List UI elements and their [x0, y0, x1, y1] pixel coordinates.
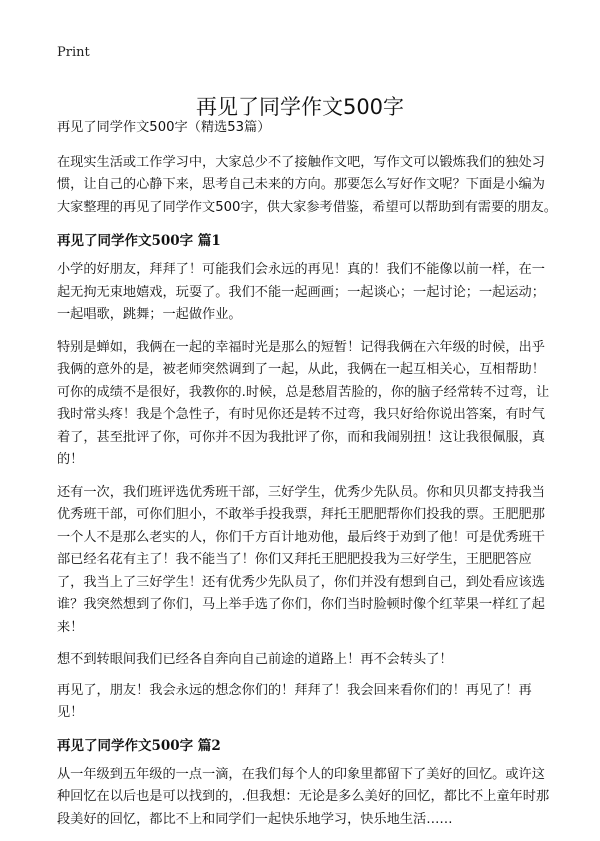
- article-section-1: [57, 230, 557, 725]
- article-body: [57, 117, 557, 841]
- article-subtitle: 再见了同学作文500字（精选53篇）: [57, 120, 271, 135]
- print-label[interactable]: Print: [57, 45, 90, 60]
- section-heading-2: 再见了同学作文500字 篇2: [57, 737, 221, 754]
- section-heading-1: 再见了同学作文500字 篇1: [57, 233, 221, 249]
- section-2-paragraph-1: 从一年级到五年级的一点一滴，在我们每个人的印象里都留下了美好的回忆。或许这种回忆在以后也是可以找到的，.但我想：无论是多么美好的回忆，都比不上童年时那段美好的回忆，都比不上和同学们一起快乐地学习，快乐地生活……: [57, 766, 550, 827]
- section-1-paragraph-1: 小学的好朋友，拜拜了！可能我们会永远的再见！真的！我们不能像以前一样，在一起无拘无束地嬉戏，玩耍了。我们不能一起画画；一起谈心；一起讨论；一起运动；一起唱歌，跳舞；一起做作业。: [57, 262, 545, 322]
- intro-paragraph: 在现实生活或工作学习中，大家总少不了接触作文吧，写作文可以锻炼我们的独处习惯，让自己的心静下来，思考自己未来的方向。那要怎么写好作文呢？下面是小编为大家整理的再见了同学作文500字，供大家参考借鉴，希望可以帮助到有需要的朋友。: [57, 154, 557, 215]
- section-1-paragraph-2: 特别是蝉如，我俩在一起的幸福时光是那么的短暂！记得我俩在六年级的时候，出乎我俩的意外的是，被老师突然调到了一起，从此，我俩在一起互相关心，互相帮助！可你的成绩不是很好，我教你的.时候，总是愁眉苦脸的，你的脑子经常转不过弯，让我时常头疼！我是个急性子，有时见你还是转不过弯，我只好给你说出答案，有时气着了，甚至批评了你，可你并不因为我批评了你，而和我闹别扭！这让我很佩服，真的！: [57, 339, 550, 467]
- section-1-paragraph-5: 再见了，朋友！我会永远的想念你们的！拜拜了！我会回来看你们的！再见了！再见！: [57, 682, 532, 720]
- page-title: 再见了同学作文500字: [195, 95, 405, 120]
- section-1-paragraph-3: 还有一次，我们班评选优秀班干部，三好学生，优秀少先队员。你和贝贝都支持我当优秀班干部，可你们胆小，不敢举手投我票，拜托王肥肥帮你们投我的票。王肥肥那一个人不是那么老实的人，你们千方百计地劝他，最后终于劝到了他！可是优秀班干部已经名花有主了！我不能当了！你们又拜托王肥肥投我为三好学生，王肥肥答应了，我当上了三好学生！还有优秀少先队员了，你们并没有想到自己，到处看应该选谁？我突然想到了你们，马上举手选了你们，你们当时脸顿时像个红苹果一样红了起来！: [57, 484, 545, 635]
- article-section-2: [57, 735, 557, 832]
- section-1-paragraph-4: 想不到转眼间我们已经各自奔向自己前途的道路上！再不会转头了！: [57, 652, 453, 667]
